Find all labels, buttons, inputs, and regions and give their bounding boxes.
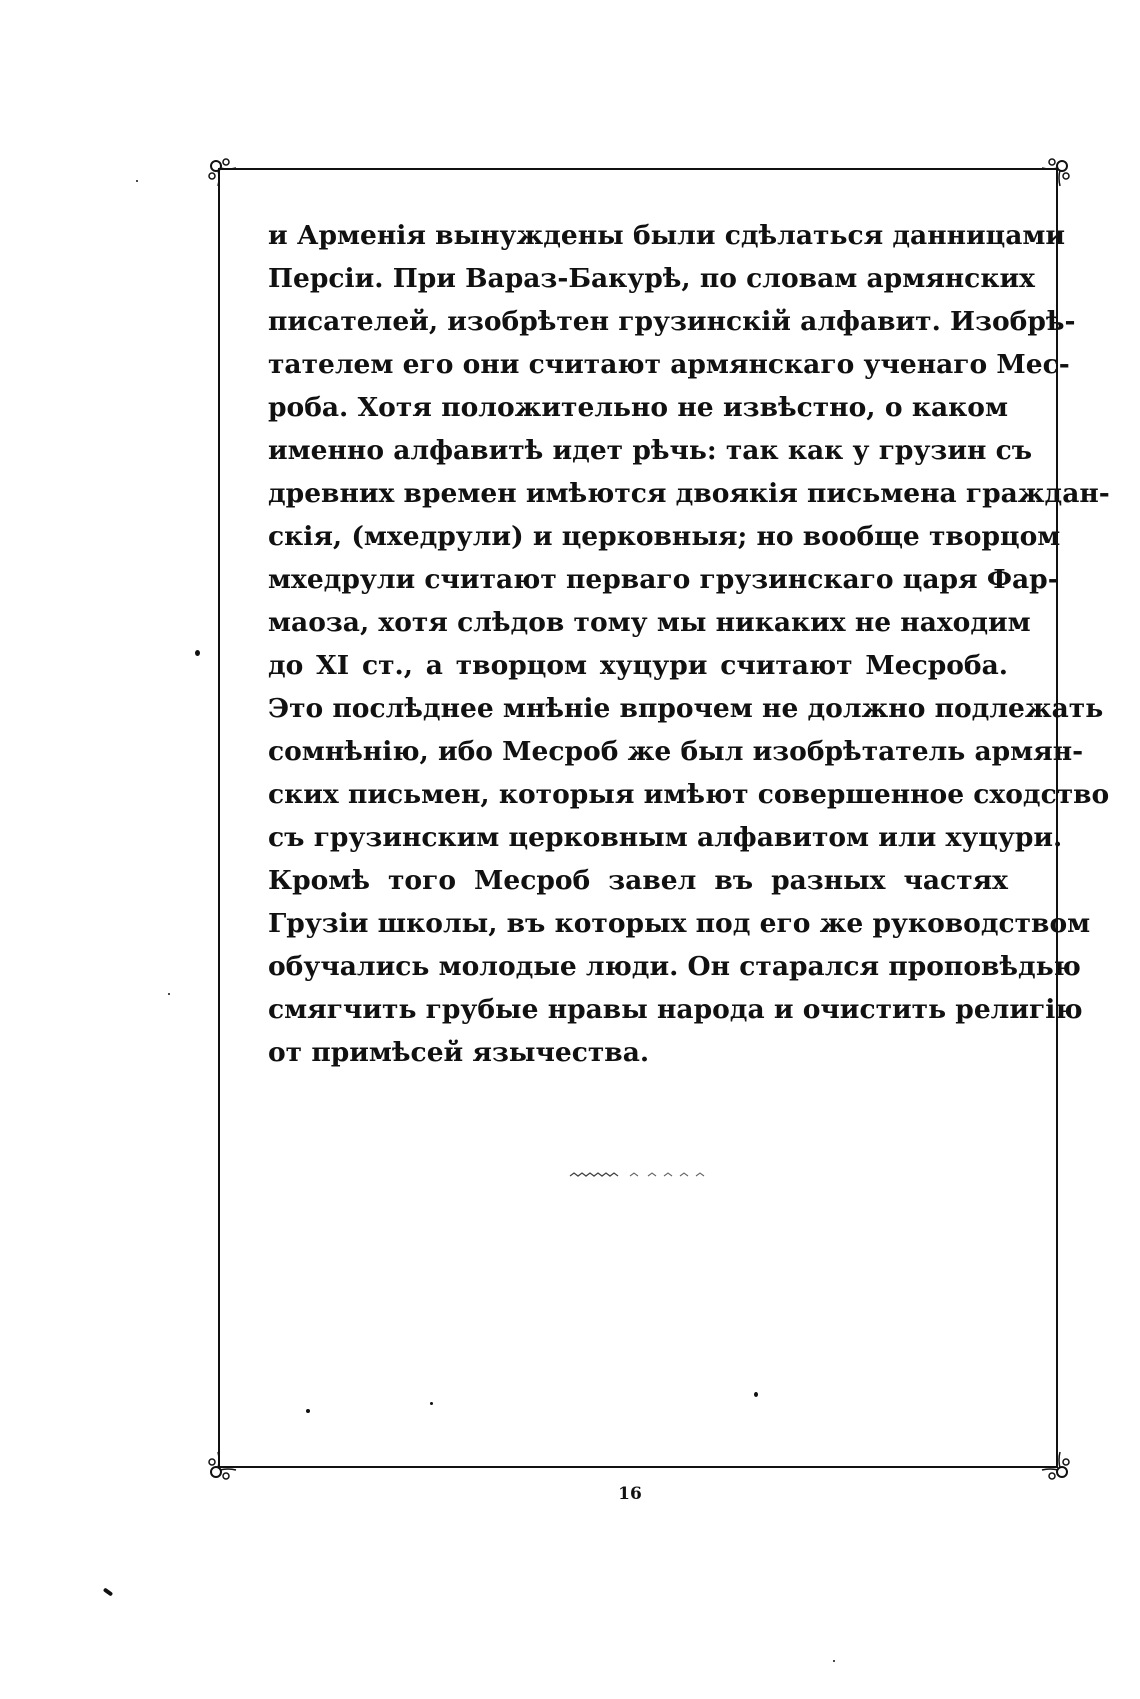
scan-speck bbox=[833, 1660, 835, 1662]
text-line: писателей, изобрѣтен грузинскій алфавит. Изобрѣ- bbox=[268, 306, 1076, 337]
scan-speck bbox=[136, 180, 138, 182]
text-line: от примѣсей язычества. bbox=[268, 1037, 650, 1068]
text-line: обучались молодые люди. Он старался проповѣдью bbox=[268, 951, 1081, 982]
text-line: древних времен имѣются двоякія письмена граждан- bbox=[268, 478, 1110, 509]
text-line: тателем его они считают армянскаго ученаго Мес- bbox=[268, 349, 1070, 380]
corner-ornament-top-left bbox=[206, 156, 246, 196]
text-line: Персіи. При Вараз-Бакурѣ, по словам армянских bbox=[268, 263, 1035, 294]
scan-speck bbox=[754, 1392, 758, 1397]
text-line: Грузіи школы, въ которых под его же руководством bbox=[268, 908, 1091, 939]
text-line: маоза, хотя слѣдов тому мы никаких не находим bbox=[268, 607, 1031, 638]
text-line: именно алфавитѣ идет рѣчь: так как у грузин съ bbox=[268, 435, 1033, 466]
decorative-separator bbox=[568, 1170, 708, 1182]
scan-speck bbox=[430, 1402, 433, 1405]
text-line: и Арменія вынуждены были сдѣлаться данницами bbox=[268, 220, 1066, 251]
text-line: скія, (мхедрули) и церковныя; но вообще творцом bbox=[268, 521, 1061, 552]
scan-speck bbox=[168, 993, 170, 995]
text-line: до XI ст., а творцом хуцури считают Месроба. bbox=[268, 650, 1008, 681]
text-line: съ грузинским церковным алфавитом или хуцури. bbox=[268, 822, 1063, 853]
text-line: ских письмен, которыя имѣют совершенное сходство bbox=[268, 779, 1110, 810]
text-line: Кромѣ того Месроб завел въ разных частях bbox=[268, 865, 1008, 896]
scan-speck bbox=[103, 1587, 113, 1596]
page-number: 16 bbox=[618, 1484, 642, 1504]
scan-speck bbox=[195, 650, 200, 656]
text-line: роба. Хотя положительно не извѣстно, о каком bbox=[268, 392, 1008, 423]
text-line: смягчить грубые нравы народа и очистить религію bbox=[268, 994, 1083, 1025]
body-text bbox=[268, 214, 1110, 1074]
text-line: сомнѣнію, ибо Месроб же был изобрѣтатель армян- bbox=[268, 736, 1084, 767]
text-line: мхедрули считают перваго грузинскаго царя Фар- bbox=[268, 564, 1059, 595]
scan-speck bbox=[306, 1409, 310, 1413]
text-line: Это послѣднее мнѣніе впрочем не должно подлежать bbox=[268, 693, 1104, 724]
corner-ornament-top-right bbox=[1032, 156, 1072, 196]
corner-ornament-bottom-right bbox=[1032, 1442, 1072, 1482]
corner-ornament-bottom-left bbox=[206, 1442, 246, 1482]
